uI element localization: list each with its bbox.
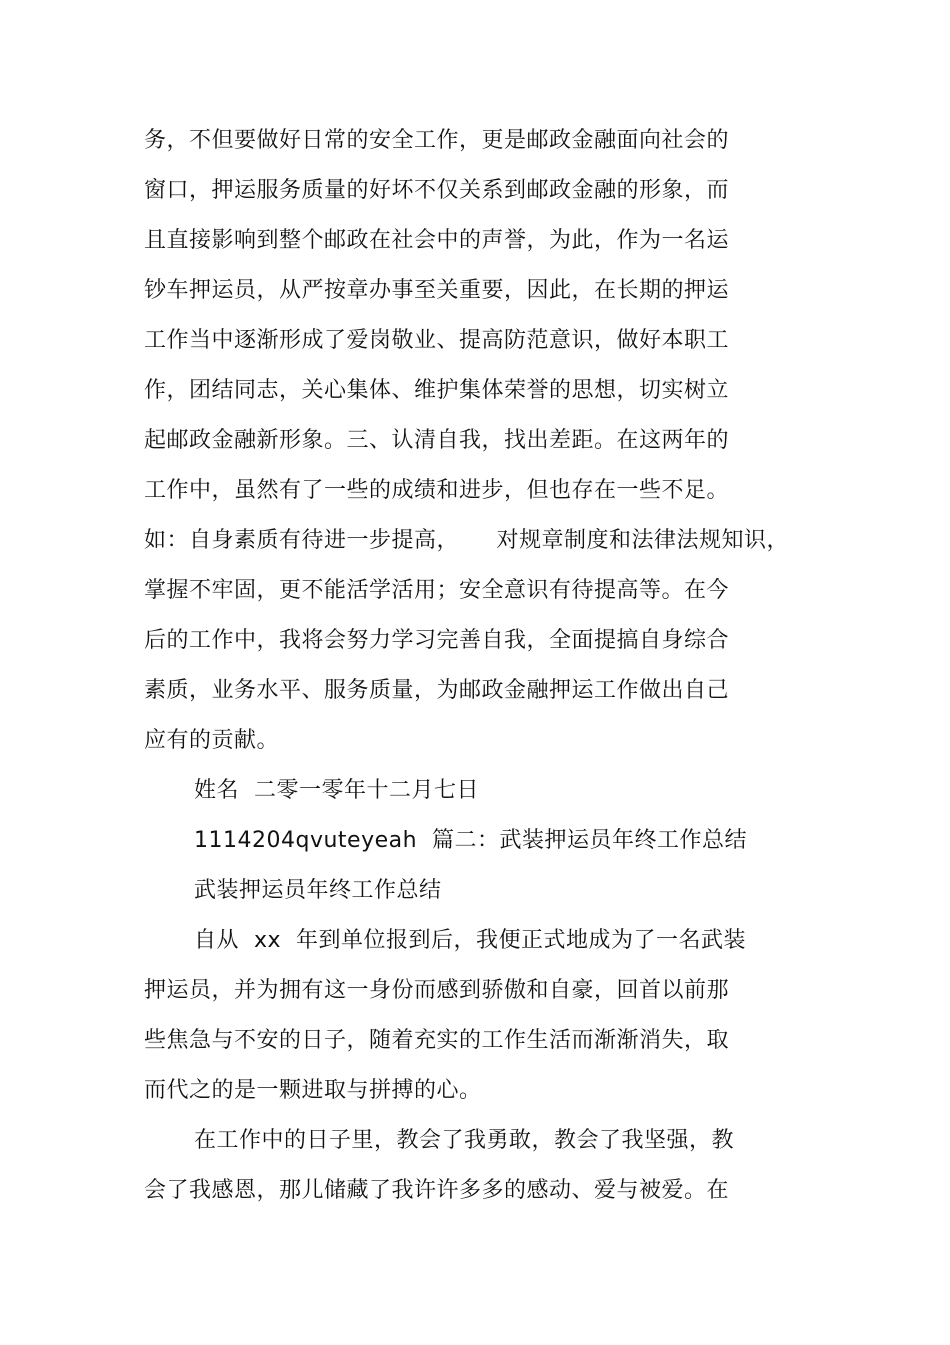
text-line: 会了我感恩，那儿储藏了我许许多多的感动、爱与被爱。在 [144,1178,730,1203]
text-line: 务，不但要做好日常的安全工作，更是邮政金融面向社会的 [144,128,730,153]
text-line: 如：自身素质有待进一步提高， 对规章制度和法律法规知识， [144,528,789,553]
signature-line: 姓名 二零一零年十二月七日 [194,778,479,803]
paragraph-start-line: 在工作中的日子里，教会了我勇敢，教会了我坚强，教 [194,1128,735,1153]
text-line: 起邮政金融新形象。三、认清自我，找出差距。在这两年的 [144,428,730,453]
text-line: 作，团结同志，关心集体、维护集体荣誉的思想，切实树立 [144,378,730,403]
text-line: 掌握不牢固，更不能活学活用；安全意识有待提高等。在今 [144,578,730,603]
text-line: 工作中，虽然有了一些的成绩和进步，但也存在一些不足。 [144,478,730,503]
text-line: 而代之的是一颗进取与拼搏的心。 [144,1078,482,1103]
text-line: 窗口，押运服务质量的好坏不仅关系到邮政金融的形象，而 [144,178,730,203]
text-line: 押运员，并为拥有这一身份而感到骄傲和自豪，回首以前那 [144,978,730,1003]
text-line: 后的工作中，我将会努力学习完善自我，全面提搞自身综合 [144,628,730,653]
text-line: 素质，业务水平、服务质量，为邮政金融押运工作做出自己 [144,678,730,703]
text-line: 且直接影响到整个邮政在社会中的声誉，为此，作为一名运 [144,228,730,253]
text-line: 应有的贡献。 [144,728,280,753]
document-title: 武装押运员年终工作总结 [194,878,442,903]
text-line: 些焦急与不安的日子，随着充实的工作生活而渐渐消失，取 [144,1028,730,1053]
text-line: 钞车押运员，从严按章办事至关重要，因此，在长期的押运 [144,278,730,303]
text-line: 工作当中逐渐形成了爱岗敬业、提高防范意识，做好本职工 [144,328,730,353]
paragraph-start-line: 自从 xx 年到单位报到后，我便正式地成为了一名武装 [194,928,747,953]
section-heading-line: 1114204qvuteyeah 篇二：武装押运员年终工作总结 [194,828,748,853]
